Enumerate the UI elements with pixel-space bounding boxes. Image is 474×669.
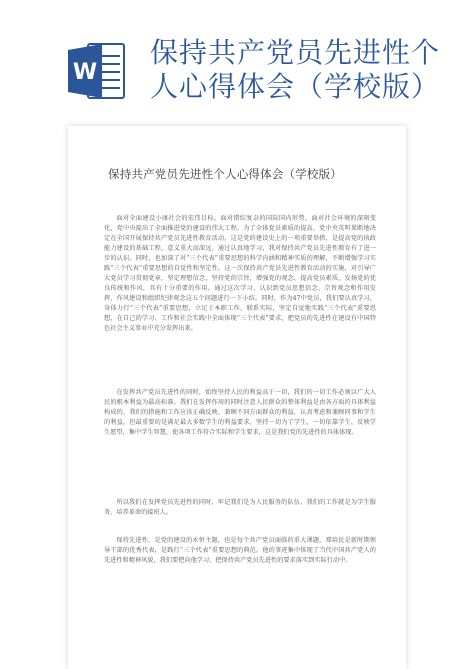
paragraph-4: 保持先进性，是党的建设的永恒主题，也是每个共产党员面临的重大课题，郑培民是新时期领导干部的优秀代表，是践行“三个代表”重要思想的典范。他的事迹集中体现了当代中国共产党人的先进性和精神风貌，我们要把向他学习，把保持共产党员先进性的要求落实到实际行动中。 xyxy=(104,537,376,564)
paragraph-3: 所以我们在发挥党员先进性的同时，牢记我们是为人民服务的队伍，我们的工作就是为学生服务，培养革命的接班人。 xyxy=(104,499,376,516)
document-title: 保持共产党员先进性个人心得体会（学校版） xyxy=(108,167,342,181)
word-icon-letter: W xyxy=(72,60,98,85)
banner-title: 保持共产党员先进性个人心得体会（学校版） xyxy=(150,36,441,103)
banner xyxy=(0,0,474,130)
word-document-icon xyxy=(68,40,126,102)
document-page xyxy=(68,126,406,669)
paragraph-2: 在发挥共产党员先进性的同时，始终坚持人民的利益高于一切，我们的一切工作必须以广大人民的根本利益为最高标准。我们在发挥作用的同时注意人民群众的整体利益是由各方面的具体利益构成的，我们的措施和工作应该正确反映、兼顾不同方面群众的利益，认真考虑和兼顾同事和学生的利益，但最重要的是满足最大多数学生的利益要求。坚持一切为了学生，一切依靠学生，反映学生愿望，集中学生智慧，使各项工作符合实际和学生要求，这是我们党的先进性的具体体现。 xyxy=(104,389,376,436)
paragraph-1: 面对全面建设小康社会的宏伟目标，面对错综复杂的国际国内形势，面对社会环境的深刻变化，党中央提出了全面推进党的建设的伟大工程。为了全体党员素质的提高，党中央英明果断地决定在全国开展保持共产党员先进性教育活动，这是党的建设史上的一项重要举措，是提高党的执政能力建设的基础工程，意义重大而深远。通过认真地学习，我对保持共产党员先进性教育有了进一步的认识。同时，也加深了对“三个代表”重要思想的科学内涵和精神实质的理解，不断增强学习实践“三个代表”重要思想的自觉性和坚定性。这一次保持共产党员先进性教育活动的实施，对引导广大党员学习贯彻党章，坚定理想信念，坚持党的宗旨，增强党的观念，提高党员素质，发扬党的优良传统和作风，具有十分重要的作用。通过这次学习，认识到党员思想信念、宗旨观念和作用发挥，作风建设和组织纪律观念这五个问题进行一下小结。同时，作为47中党员，我们要认真学习，身体力行“三个代表”重要思想，立足于本职工作，联系实际，坚定自觉地实践“三个代表”重要思想，在自己的学习、工作和社会实践中全面体现“三个代表”要求，把党员的先进性在建设有中国特色社会主义事业中充分发挥出来。 xyxy=(104,215,376,332)
